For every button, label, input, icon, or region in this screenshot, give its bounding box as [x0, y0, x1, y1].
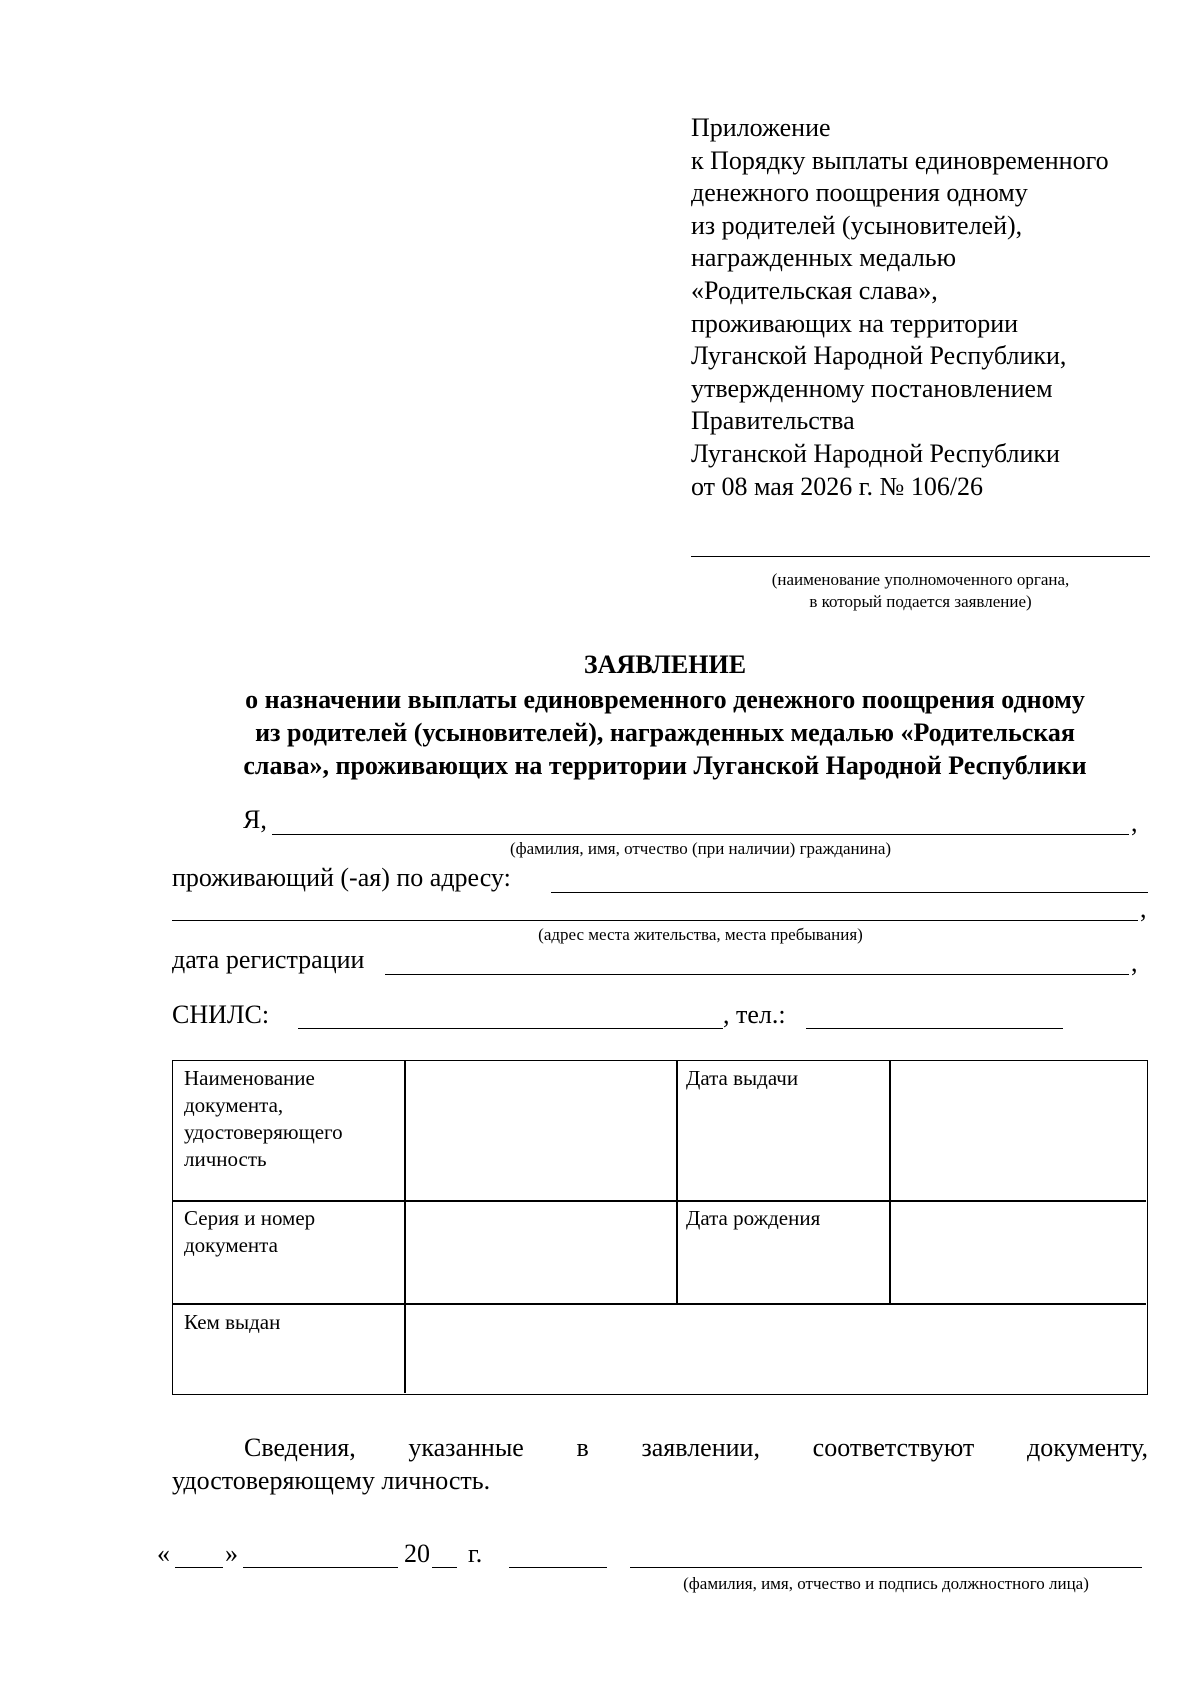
- document-subtitle-line3: слава», проживающих на территории Луганской Народной Республики: [243, 751, 1087, 780]
- appendix-line: Луганской Народной Республики: [691, 438, 1060, 468]
- i-label: Я,: [243, 805, 267, 834]
- issue-date-value[interactable]: [891, 1062, 1146, 1199]
- statement-word: заявлении,: [641, 1433, 760, 1462]
- appendix-line: проживающих на территории: [691, 308, 1019, 338]
- statement-word: документу,: [1026, 1433, 1148, 1462]
- statement-line2: удостоверяющему личность.: [172, 1466, 491, 1495]
- appendix-line: «Родительская слава»,: [691, 275, 938, 305]
- appendix-line: Луганской Народной Республики,: [691, 341, 1067, 371]
- appendix-line: из родителей (усыновителей),: [691, 210, 1023, 240]
- registration-field-line[interactable]: [385, 974, 1129, 975]
- issued-by-label: Кем выдан: [184, 1310, 281, 1334]
- appendix-line: к Порядку выплаты единовременного: [691, 145, 1109, 175]
- authority-caption-line2: в который подается заявление): [809, 592, 1032, 611]
- address-comma: ,: [1140, 894, 1147, 923]
- issue-date-label: Дата выдачи: [686, 1066, 799, 1090]
- snils-field-line[interactable]: [298, 1028, 723, 1029]
- name-field-line[interactable]: [272, 834, 1129, 835]
- doc-name-value[interactable]: [406, 1062, 675, 1199]
- appendix-line: денежного поощрения одному: [691, 178, 1028, 208]
- document-subtitle-line1: о назначении выплаты единовременного денежного поощрения одному: [245, 685, 1085, 714]
- date-close-quote: »: [225, 1539, 238, 1568]
- address-label: проживающий (-ая) по адресу:: [172, 863, 511, 892]
- address-field-line-1[interactable]: [551, 892, 1148, 893]
- appendix-line: Приложение: [691, 113, 831, 142]
- statement-line1: [244, 1432, 1148, 1464]
- document-subtitle-line2: из родителей (усыновителей), награжденных медалью «Родительская: [255, 718, 1075, 747]
- issued-by-value[interactable]: [406, 1305, 1146, 1393]
- document-title: ЗАЯВЛЕНИЕ: [583, 650, 747, 679]
- registration-label: дата регистрации: [172, 945, 365, 974]
- date-year-line[interactable]: [432, 1567, 457, 1568]
- address-caption: (адрес места жительства, места пребывания): [538, 925, 863, 944]
- authority-field-line[interactable]: [691, 556, 1150, 557]
- appendix-line: награжденных медалью: [691, 243, 957, 273]
- date-day-line[interactable]: [175, 1567, 223, 1568]
- birth-date-value[interactable]: [891, 1202, 1146, 1302]
- name-comma: ,: [1131, 808, 1138, 837]
- authority-caption-line1: (наименование уполномоченного органа,: [771, 570, 1070, 589]
- series-label: Серия и номер документа: [184, 1206, 316, 1257]
- birth-date-label: Дата рождения: [686, 1206, 821, 1230]
- table-col-divider-2: [676, 1061, 678, 1304]
- signature-caption: (фамилия, имя, отчество и подпись должностного лица): [683, 1574, 1089, 1593]
- statement-word: соответствуют: [812, 1433, 975, 1462]
- series-value[interactable]: [406, 1202, 675, 1302]
- date-year-prefix: 20: [404, 1539, 430, 1568]
- extra-blank-line[interactable]: [509, 1567, 607, 1568]
- date-year-suffix: г.: [468, 1539, 483, 1568]
- statement-word: Сведения,: [244, 1433, 356, 1462]
- phone-field-line[interactable]: [806, 1028, 1063, 1029]
- appendix-line: утвержденному постановлением: [691, 373, 1053, 403]
- name-caption: (фамилия, имя, отчество (при наличии) гражданина): [509, 839, 892, 858]
- registration-comma: ,: [1131, 948, 1138, 977]
- appendix-block: [691, 112, 1109, 503]
- phone-label: , тел.:: [723, 1000, 786, 1029]
- snils-label: СНИЛС:: [172, 1000, 270, 1029]
- identity-document-table: [172, 1060, 1148, 1395]
- date-month-line[interactable]: [243, 1567, 398, 1568]
- statement-word: в: [576, 1433, 589, 1462]
- appendix-line: от 08 мая 2026 г. № 106/26: [691, 471, 984, 501]
- date-open-quote: «: [157, 1539, 170, 1568]
- statement-word: указанные: [408, 1433, 524, 1462]
- appendix-line: Правительства: [691, 406, 855, 436]
- doc-name-label: Наименование документа, удостоверяющего личность: [184, 1066, 343, 1171]
- signature-field-line[interactable]: [630, 1567, 1142, 1568]
- address-field-line-2[interactable]: [172, 920, 1138, 921]
